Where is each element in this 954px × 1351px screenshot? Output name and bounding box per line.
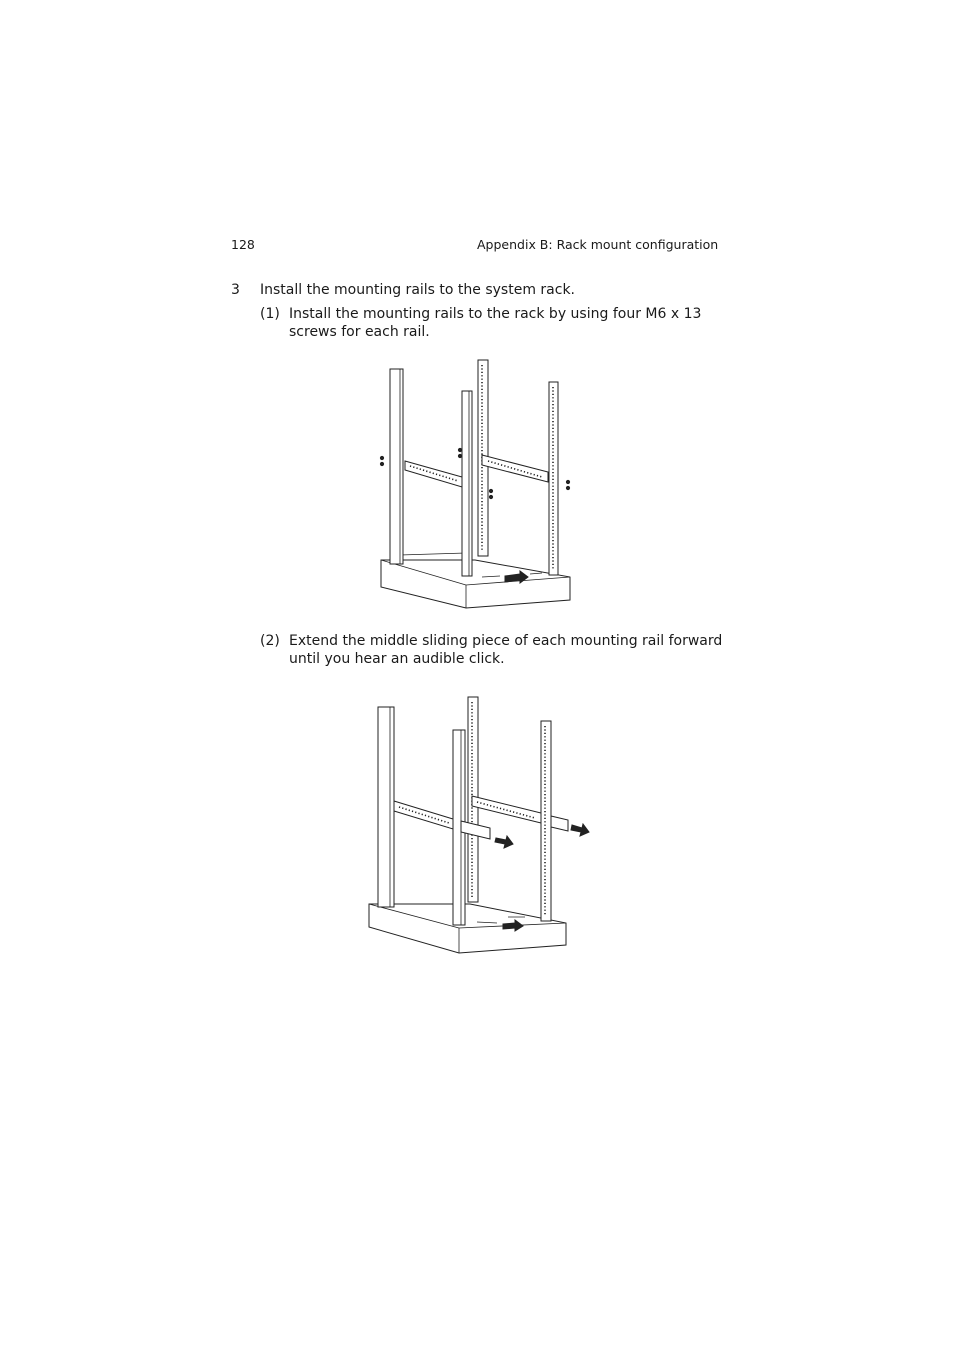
sliding-piece <box>551 816 568 831</box>
substep-text-line: until you hear an audible click. <box>289 651 505 667</box>
rack-post <box>541 721 551 921</box>
substep-text-line: screws for each rail. <box>289 324 430 340</box>
rail-extension-figure <box>365 693 595 956</box>
page-number: 128 <box>231 237 255 252</box>
rack-post <box>462 391 472 576</box>
extend-arrow-icon <box>495 836 513 848</box>
rack-rail-install-figure <box>370 355 585 610</box>
extend-arrow-icon <box>571 824 589 836</box>
substep-marker: (1) <box>260 306 280 322</box>
mounting-rail <box>472 796 541 823</box>
substep-marker: (2) <box>260 633 280 649</box>
step-text: Install the mounting rails to the system rack. <box>260 282 575 298</box>
running-header: Appendix B: Rack mount configuration <box>477 237 719 252</box>
rack-post <box>390 369 403 564</box>
substep-text-line: Install the mounting rails to the rack by using four M6 x 13 <box>289 306 702 322</box>
mounting-rail <box>394 801 453 829</box>
substep-text-line: Extend the middle sliding piece of each mounting rail forward <box>289 633 723 649</box>
rack-base <box>369 904 566 953</box>
rack-post <box>378 707 394 907</box>
step-number: 3 <box>231 282 240 298</box>
